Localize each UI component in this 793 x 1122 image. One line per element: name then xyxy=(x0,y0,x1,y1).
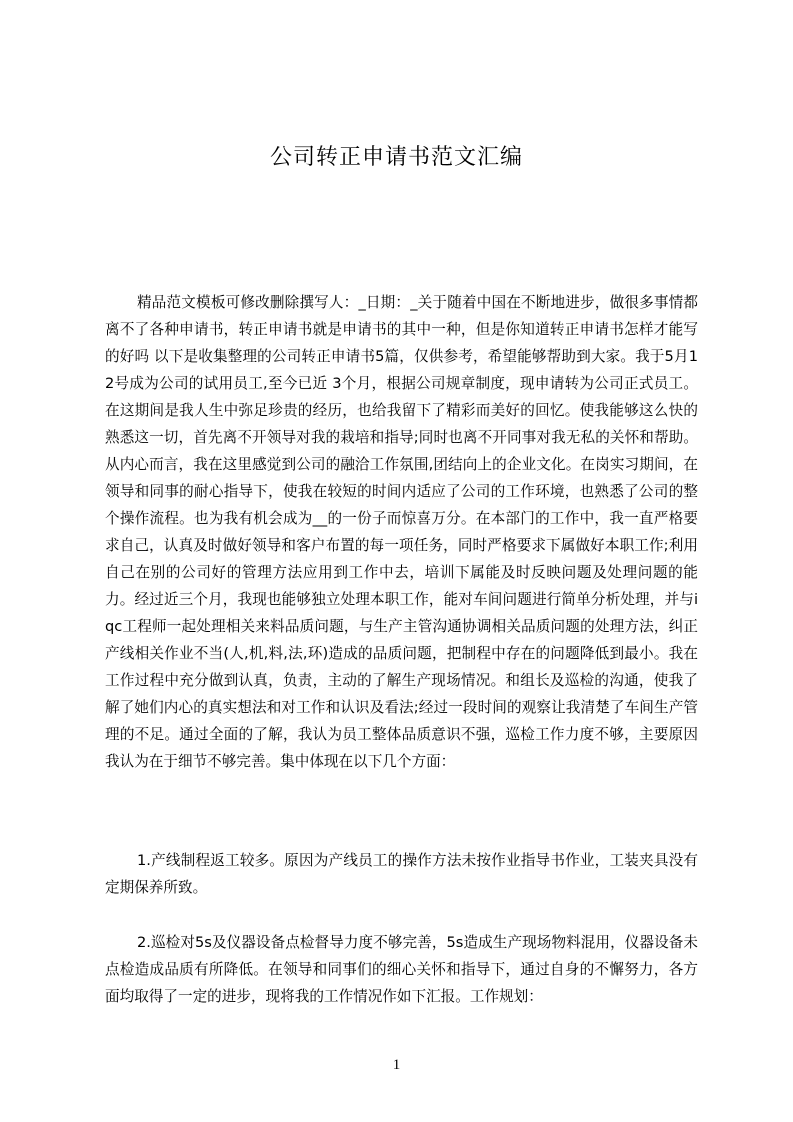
page-number: 1 xyxy=(392,1057,401,1073)
document-title: 公司转正申请书范文汇编 xyxy=(269,145,523,170)
body-paragraph-intro: 精品范文模板可修改删除撰写人：_日期：_关于随着中国在不断地进步，做很多事情都离不了各种申请书，转正申请书就是申请书的其中一种，但是你知道转正申请书怎样才能写的好吗 以下是收集整理的公司转正申请书5篇，仅供参考，希望能够帮助到大家。我于5月12号成为公司的试用员工,至今已近 3个月，根据公司规章制度，现申请转为公司正式员工。在这期间是我人生中弥足珍贵的经历，也给我留下了精彩而美好的回忆。使我能够这么快的熟悉这一切，首先离不开领导对我的栽培和指导;同时也离不开同事对我无私的关怀和帮助。从内心而言，我在这里感觉到公司的融洽工作氛围,团结向上的企业文化。在岗实习期间，在领导和同事的耐心指导下，使我在较短的时间内适应了公司的工作环境，也熟悉了公司的整个操作流程。也为我有机会成为__的一份子而惊喜万分。在本部门的工作中，我一直严格要求自己，认真及时做好领导和客户布置的每一项任务，同时严格要求下属做好本职工作;利用自己在别的公司好的管理方法应用到工作中去，培训下属能及时反映问题及处理问题的能力。经过近三个月，我现也能够独立处理本职工作，能对车间问题进行简单分析处理，并与iqc工程师一起处理相关来料品质问题，与生产主管沟通协调相关品质问题的处理方法，纠正产线相关作业不当(人,机,料,法,环)造成的品质问题，把制程中存在的问题降低到最小。我在工作过程中充分做到认真，负责，主动的了解生产现场情况。和组长及巡检的沟通，使我了解了她们内心的真实想法和对工作和认识及看法;经过一段时间的观察让我清楚了车间生产管理的不足。通过全面的了解，我认为员工整体品质意识不强，巡检工作力度不够，主要原因我认为在于细节不够完善。集中体现在以下几个方面： xyxy=(105,294,698,770)
body-paragraph-point-2: 2.巡检对5s及仪器设备点检督导力度不够完善，5s造成生产现场物料混用，仪器设备未点检造成品质有所降低。在领导和同事们的细心关怀和指导下，通过自身的不懈努力，各方面均取得了一定的进步，现将我的工作情况作如下汇报。工作规划： xyxy=(105,934,698,1005)
body-paragraph-point-1: 1.产线制程返工较多。原因为产线员工的操作方法未按作业指导书作业，工装夹具没有定期保养所致。 xyxy=(105,852,698,896)
